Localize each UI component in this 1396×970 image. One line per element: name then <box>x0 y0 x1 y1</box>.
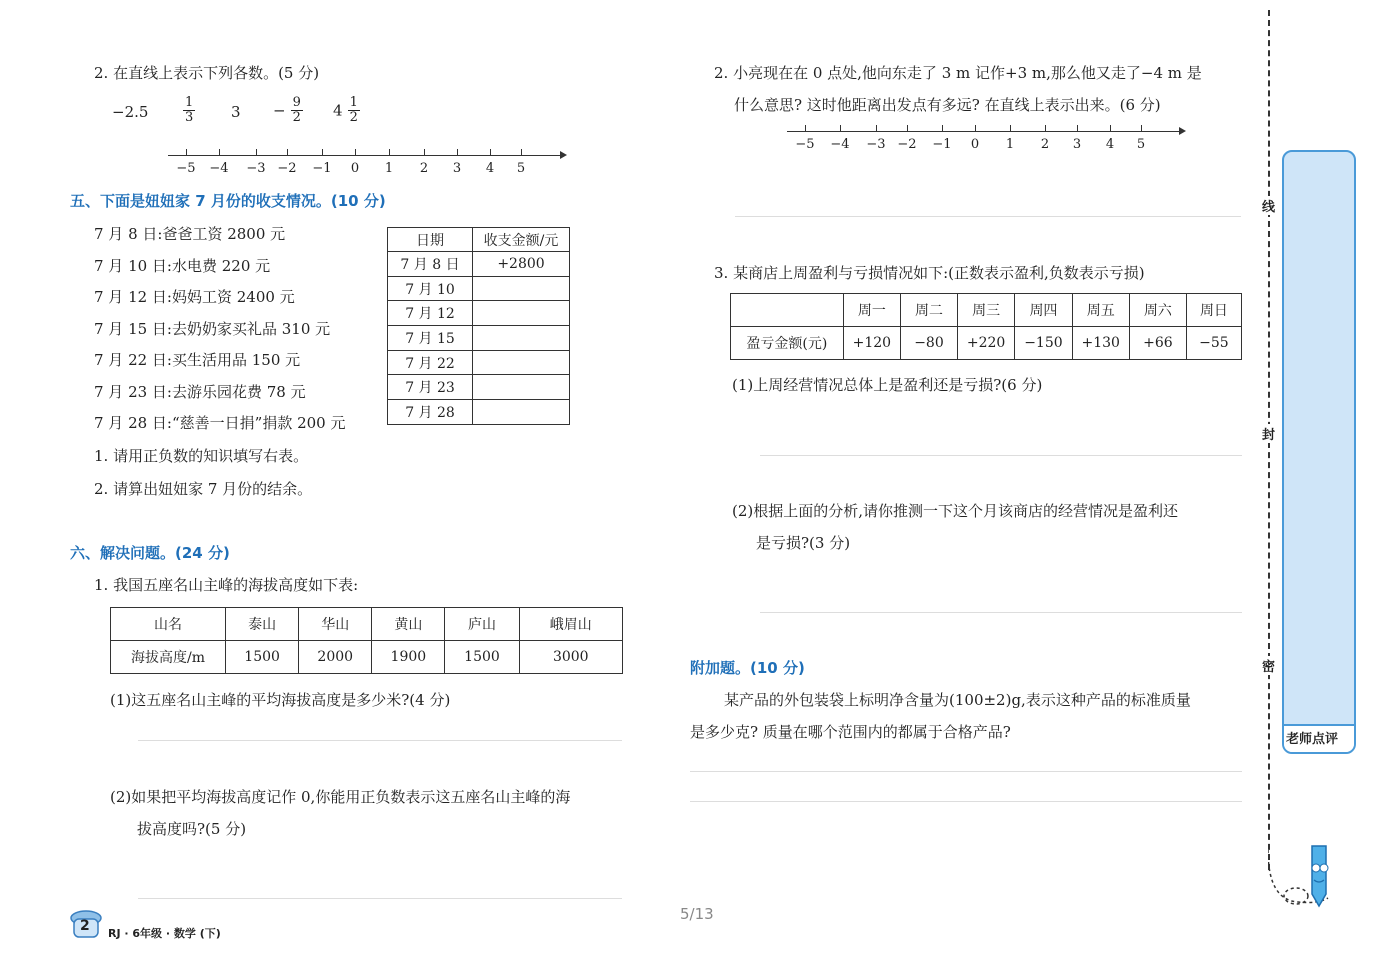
number-line-label: −5 <box>176 161 196 176</box>
mountain-header-cell: 庐山 <box>445 608 519 641</box>
right-q3-part2-line1: (2)根据上面的分析,请你推测一下这个月该商店的经营情况是盈利还 <box>732 502 1179 520</box>
mountain-header-cell: 峨眉山 <box>519 608 622 641</box>
amount-cell <box>473 326 570 351</box>
number-neg-2-5: −2.5 <box>112 103 149 121</box>
bonus-line1: 某产品的外包装袋上标明净含量为(100±2)g,表示这种产品的标准质量 <box>724 691 1191 709</box>
table-row <box>388 350 570 375</box>
binding-char-seal: 封 <box>1262 424 1275 443</box>
date-cell: 7 月 23 <box>388 375 473 400</box>
answer-line <box>760 455 1242 456</box>
bonus-line2: 是多少克? 质量在哪个范围内的都属于合格产品? <box>690 723 1011 741</box>
mountain-table <box>110 607 623 674</box>
teacher-comment-box <box>1282 150 1356 754</box>
number-line-tick <box>1045 125 1046 132</box>
income-expense-item: 7 月 10 日:水电费 220 元 <box>94 256 271 275</box>
profit-value-cell: −80 <box>900 327 957 360</box>
profit-value-cell: −55 <box>1186 327 1241 360</box>
profit-value-cell: +220 <box>957 327 1014 360</box>
date-cell: 7 月 15 <box>388 326 473 351</box>
income-expense-table <box>387 227 570 425</box>
table-header-cell: 收支金额/元 <box>473 228 570 252</box>
section5-q1: 1. 请用正负数的知识填写右表。 <box>94 447 309 465</box>
income-expense-item: 7 月 28 日:“慈善一日捐”捐款 200 元 <box>94 414 346 432</box>
number-line-tick <box>521 149 522 156</box>
number-3: 3 <box>231 103 241 121</box>
number-line-tick <box>389 149 390 156</box>
section5-q2: 2. 请算出妞妞家 7 月份的结余。 <box>94 480 313 498</box>
mountain-header-cell: 黄山 <box>372 608 445 641</box>
profit-value-cell: +130 <box>1072 327 1129 360</box>
table-row <box>388 276 570 301</box>
number-line-label: −1 <box>932 137 952 152</box>
number-line-tick <box>322 149 323 156</box>
amount-cell: +2800 <box>473 252 570 277</box>
number-line-label: −4 <box>209 161 229 176</box>
profit-header-cell: 周一 <box>843 294 900 327</box>
number-line-tick <box>942 125 943 132</box>
fraction-one-third: $\frac{1}{3}$ <box>185 95 194 125</box>
table-row <box>388 252 570 277</box>
footer-text: RJ · 6年级 · 数学 (下) <box>108 927 221 940</box>
number-line-tick <box>907 125 908 132</box>
amount-cell <box>473 375 570 400</box>
left-q2-title: 2. 在直线上表示下列各数。(5 分) <box>94 64 320 82</box>
section6-q1-part2-line2: 拔高度吗?(5 分) <box>137 820 247 838</box>
number-line-tick <box>490 149 491 156</box>
number-line-label: 0 <box>970 137 980 152</box>
page-indicator: 5/13 <box>680 905 714 923</box>
number-line-tick <box>256 149 257 156</box>
right-q2-line2: 什么意思? 这时他距离出发点有多远? 在直线上表示出来。(6 分) <box>734 96 1161 114</box>
number-line-label: 2 <box>1040 137 1050 152</box>
number-line-tick <box>805 125 806 132</box>
number-line-label: 1 <box>1005 137 1015 152</box>
table-row <box>388 301 570 326</box>
amount-cell <box>473 400 570 425</box>
number-line-tick <box>186 149 187 156</box>
amount-cell <box>473 350 570 375</box>
profit-header-cell: 周五 <box>1072 294 1129 327</box>
mountain-header-cell: 华山 <box>299 608 372 641</box>
income-expense-item: 7 月 22 日:买生活用品 150 元 <box>94 351 301 369</box>
right-q3-part2-line2: 是亏损?(3 分) <box>756 534 851 552</box>
section6-q1: 1. 我国五座名山主峰的海拔高度如下表: <box>94 576 359 594</box>
profit-header-cell: 周六 <box>1129 294 1186 327</box>
right-q3-title: 3. 某商店上周盈利与亏损情况如下:(正数表示盈利,负数表示亏损) <box>714 264 1145 282</box>
profit-header-cell: 周二 <box>900 294 957 327</box>
profit-header-cell: 周三 <box>957 294 1014 327</box>
number-line-label: −3 <box>866 137 886 152</box>
teacher-comment-label: 老师点评 <box>1286 732 1339 747</box>
mountain-value-cell: 3000 <box>519 641 622 674</box>
section6-q1-part1: (1)这五座名山主峰的平均海拔高度是多少米?(4 分) <box>110 691 451 709</box>
mountain-header-cell: 泰山 <box>226 608 299 641</box>
number-line-label: −2 <box>277 161 297 176</box>
date-cell: 7 月 28 <box>388 400 473 425</box>
income-expense-item: 7 月 8 日:爸爸工资 2800 元 <box>94 225 286 243</box>
number-line-label: −5 <box>795 137 815 152</box>
number-line-label: −2 <box>897 137 917 152</box>
answer-line <box>690 771 1242 772</box>
number-line-tick <box>1110 125 1111 132</box>
mixed-four-and-half: 4 $\frac{1}{2}$ <box>333 95 358 125</box>
right-q2-line1: 2. 小亮现在在 0 点处,他向东走了 3 m 记作+3 m,那么他又走了−4 m 是 <box>714 64 1202 82</box>
answer-line <box>138 740 622 741</box>
pencil-mascot-icon <box>1268 840 1344 912</box>
right-q3-part1: (1)上周经营情况总体上是盈利还是亏损?(6 分) <box>732 376 1043 394</box>
answer-line <box>138 898 622 899</box>
number-line-tick <box>287 149 288 156</box>
profit-header-cell: 周四 <box>1015 294 1072 327</box>
profit-value-cell: +120 <box>843 327 900 360</box>
number-line-label: 3 <box>1072 137 1082 152</box>
number-line-tick <box>1077 125 1078 132</box>
profit-loss-table <box>730 293 1242 360</box>
income-expense-item: 7 月 12 日:妈妈工资 2400 元 <box>94 288 295 306</box>
mountain-value-cell: 1900 <box>372 641 445 674</box>
number-line-tick <box>1010 125 1011 132</box>
amount-cell <box>473 301 570 326</box>
number-line-label: 5 <box>1136 137 1146 152</box>
section6-title: 六、解决问题。(24 分) <box>70 544 230 562</box>
binding-char-secret: 密 <box>1262 656 1275 675</box>
profit-value-cell: +66 <box>1129 327 1186 360</box>
number-line-tick <box>219 149 220 156</box>
number-line-label: 4 <box>485 161 495 176</box>
number-line-label: 5 <box>516 161 526 176</box>
number-line-label: −1 <box>312 161 332 176</box>
number-line-tick <box>876 125 877 132</box>
bonus-title: 附加题。(10 分) <box>690 659 805 677</box>
table-row <box>388 400 570 425</box>
number-line-label: 4 <box>1105 137 1115 152</box>
number-line-label: 3 <box>452 161 462 176</box>
section5-title: 五、下面是妞妞家 7 月份的收支情况。(10 分) <box>70 192 386 210</box>
number-line-label: 0 <box>350 161 360 176</box>
number-line-tick <box>457 149 458 156</box>
amount-cell <box>473 276 570 301</box>
date-cell: 7 月 12 <box>388 301 473 326</box>
profit-value-cell: −150 <box>1015 327 1072 360</box>
date-cell: 7 月 8 日 <box>388 252 473 277</box>
number-line-tick <box>1141 125 1142 132</box>
answer-line <box>760 612 1242 613</box>
profit-header-cell: 周日 <box>1186 294 1241 327</box>
mountain-header-cell: 山名 <box>111 608 226 641</box>
date-cell: 7 月 22 <box>388 350 473 375</box>
number-line-tick <box>355 149 356 156</box>
number-line-label: 1 <box>384 161 394 176</box>
table-row <box>388 375 570 400</box>
section6-q1-part2-line1: (2)如果把平均海拔高度记作 0,你能用正负数表示这五座名山主峰的海 <box>110 788 571 806</box>
mountain-value-cell: 2000 <box>299 641 372 674</box>
profit-header-cell <box>731 294 844 327</box>
mountain-value-cell: 海拔高度/m <box>111 641 226 674</box>
mountain-value-cell: 1500 <box>226 641 299 674</box>
answer-line <box>735 216 1241 217</box>
table-row <box>388 326 570 351</box>
number-line-label: −4 <box>830 137 850 152</box>
table-header-cell: 日期 <box>388 228 473 252</box>
number-line-tick <box>840 125 841 132</box>
binding-char-line: 线 <box>1262 196 1275 215</box>
fraction-neg-nine-halves: − $\frac{9}{2}$ <box>273 95 301 125</box>
number-line-tick <box>424 149 425 156</box>
page-number: 2 <box>80 918 90 934</box>
number-line-label: 2 <box>419 161 429 176</box>
number-line-tick <box>975 125 976 132</box>
answer-line <box>690 801 1242 802</box>
income-expense-item: 7 月 23 日:去游乐园花费 78 元 <box>94 382 306 401</box>
profit-value-cell: 盈亏金额(元) <box>731 327 844 360</box>
date-cell: 7 月 10 <box>388 276 473 301</box>
income-expense-item: 7 月 15 日:去奶奶家买礼品 310 元 <box>94 319 331 338</box>
number-line-label: −3 <box>246 161 266 176</box>
mountain-value-cell: 1500 <box>445 641 519 674</box>
